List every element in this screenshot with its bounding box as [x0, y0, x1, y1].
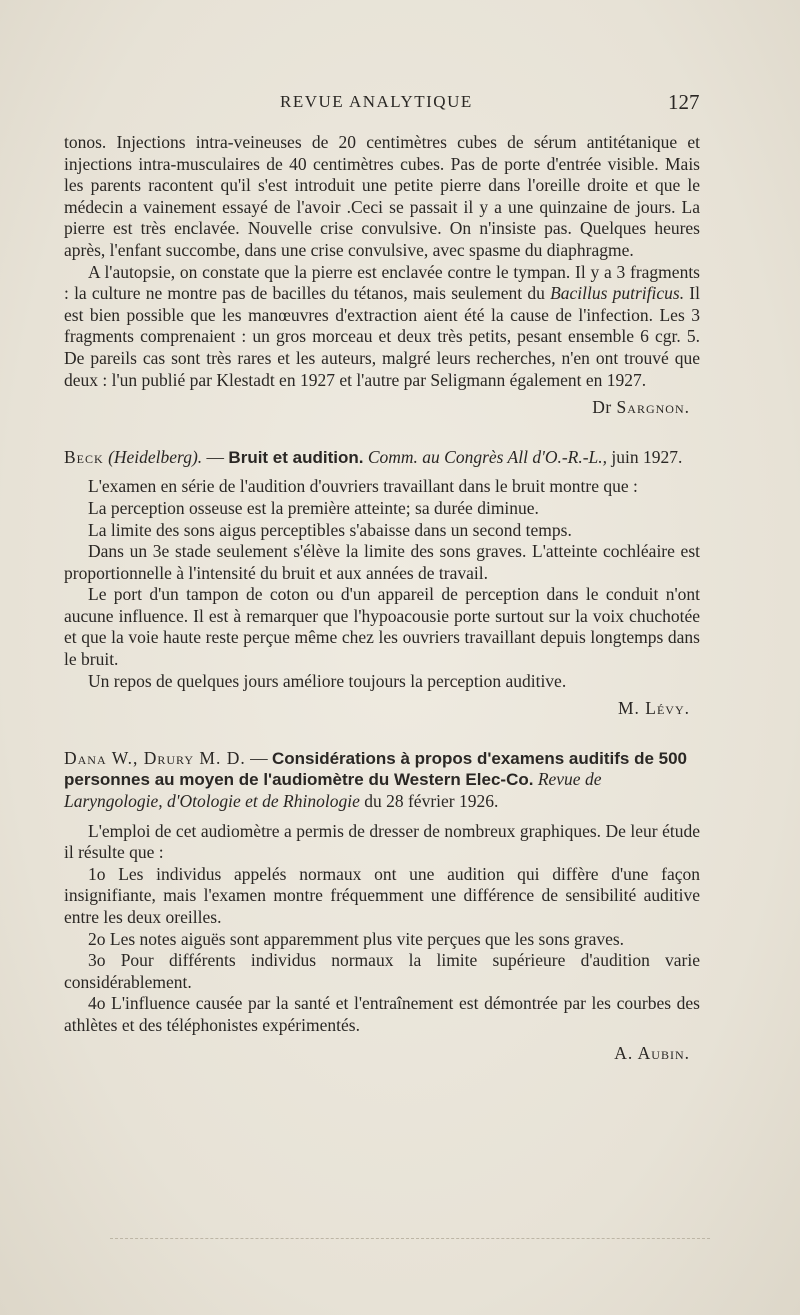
article3-paragraph: 3o Pour différents individus normaux la limite supérieure d'audition varie considérablement.	[64, 950, 700, 992]
article2-title: Bruit et audition.	[228, 447, 364, 467]
article1-text-b: Il est bien possible que les manœuvres d'extraction aient été la cause de l'infection. Les 3 fragments comprenaient : un gros morceau et deux très petits, pesant ensemble 6 cgr. 5. De pareils cas sont très rares et les auteurs, malgré leurs recherches, n'en ont trouvé que deux : l'un publié par Klestadt en 1927 et l'autre par Seligmann également en 1927.	[64, 283, 700, 390]
article2-paragraph: La limite des sons aigus perceptibles s'abaisse dans un second temps.	[88, 519, 572, 540]
article3-heading	[64, 748, 700, 813]
running-title: REVUE ANALYTIQUE	[280, 92, 473, 111]
article2-date: juin 1927.	[607, 446, 683, 467]
article3-source: Revue de Laryngologie, d'Otologie et de Rhinologie	[64, 769, 602, 812]
article2-heading	[64, 447, 700, 469]
article3-date: du 28 février 1926.	[359, 791, 499, 812]
page-number: 127	[668, 90, 700, 114]
spacer	[64, 419, 700, 447]
article3-title: Considérations à propos d'examens auditifs de 500 personnes au moyen de l'audiomètre du Western Elec-Co.	[64, 748, 687, 790]
article2-paragraph: Le port d'un tampon de coton ou d'un appareil de perception dans le conduit n'ont aucune influence. Il est à remarquer que l'hypoacousie porte surtout sur la voix chuchotée et que la voie haute reste perçue même chez les ouvriers travaillant depuis longtemps dans le bruit.	[64, 584, 700, 670]
article1-autopsy-paragraph	[64, 262, 700, 392]
spacer	[64, 720, 700, 748]
article2-paragraph: L'examen en série de l'audition d'ouvriers travaillant dans le bruit montre que :	[88, 476, 638, 497]
article2-paragraph: La perception osseuse est la première atteinte; sa durée diminue.	[88, 497, 539, 518]
bacillus-name: Bacillus putrificus.	[550, 283, 685, 304]
faint-divider	[110, 1238, 710, 1240]
article3-paragraph: L'emploi de cet audiomètre a permis de dresser de nombreux graphiques. De leur étude il résulte que :	[64, 820, 700, 863]
article2-dash: —	[202, 446, 229, 467]
article2-author: Beck	[64, 446, 104, 467]
signature-prefix: Dr	[592, 397, 612, 418]
article1-paragraph: tonos. Injections intra-veineuses de 20 centimètres cubes de sérum antitétanique et injections intra-musculaires de 40 centimètres cubes. Pas de porte d'entrée visible. Mais les parents racontent qu'il s'est introduit une petite pierre dans l'oreille droite et que le médecin a vainement essayé de l'avoir .Ceci se passait il y a une quinzaine de jours. La pierre est très enclavée. Nouvelle crise convulsive. On n'insiste pas. Quelques heures après, l'enfant succombe, dans une crise convulsive, avec spasme du diaphragme.	[64, 132, 700, 260]
article2-signature: M. Lévy.	[617, 698, 690, 719]
spacer	[64, 813, 700, 821]
article3-paragraph: 1o Les individus appelés normaux ont une audition qui diffère d'une façon insignifiante, mais l'examen montre fréquemment une différence de sensibilité auditive entre les deux oreilles.	[64, 863, 700, 927]
article1-text-a: A l'autopsie, on constate que la pierre est enclavée contre le tympan. Il y a 3 fragments : la culture ne montre pas de bacilles du tétanos, mais seulement du	[64, 261, 700, 304]
article3-paragraph: 4o L'influence causée par la santé et l'entraînement est démontrée par les courbes des athlètes et des téléphonistes expérimentés.	[64, 993, 700, 1035]
body-text	[64, 132, 700, 1064]
article2-source: Comm. au Congrès All d'O.-R.-L.,	[367, 446, 608, 467]
page-header	[0, 90, 800, 120]
article3-paragraph: 2o Les notes aiguës sont apparemment plus vite perçues que les sons graves.	[88, 928, 625, 949]
article3-signature: A. Aubin.	[614, 1042, 690, 1063]
article2-location: (Heidelberg).	[108, 446, 203, 467]
article3-authors: Dana W., Drury M. D.	[64, 747, 246, 768]
article3-dash: —	[245, 747, 272, 768]
article2-paragraph: Dans un 3e stade seulement s'élève la limite des sons graves. L'atteinte cochléaire est proportionnelle à l'intensité du bruit et aux années de travail.	[64, 541, 700, 583]
article1-signature	[64, 397, 690, 419]
article2-paragraph: Un repos de quelques jours améliore toujours la perception auditive.	[88, 670, 567, 691]
signature-name: Sargnon.	[616, 397, 690, 418]
spacer	[64, 468, 700, 476]
